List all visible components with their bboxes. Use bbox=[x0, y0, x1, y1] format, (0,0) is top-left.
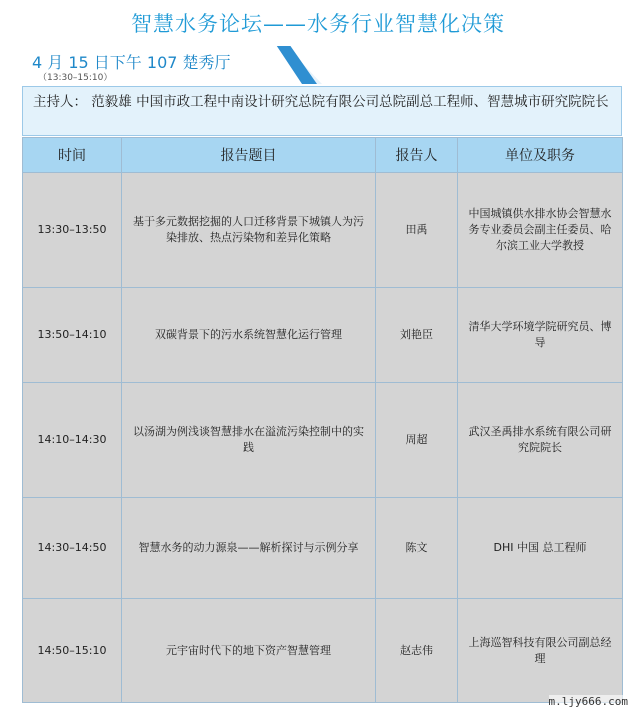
row-topic: 元宇宙时代下的地下资产智慧管理 bbox=[122, 599, 376, 703]
row-topic: 双碳背景下的污水系统智慧化运行管理 bbox=[122, 288, 376, 383]
row-time: 14:30–14:50 bbox=[23, 498, 122, 599]
header-unit: 单位及职务 bbox=[458, 138, 623, 173]
header-time: 时间 bbox=[23, 138, 122, 173]
session-label: 4 月 15 日下午 107 楚秀厅 bbox=[32, 53, 231, 72]
table-row bbox=[23, 288, 623, 383]
session-time-range: （13:30–15:10） bbox=[38, 73, 113, 83]
table-row bbox=[23, 599, 623, 703]
row-speaker: 田禹 bbox=[376, 173, 458, 288]
table-row bbox=[23, 173, 623, 288]
row-time: 13:50–14:10 bbox=[23, 288, 122, 383]
page-title: 智慧水务论坛——水务行业智慧化决策 bbox=[131, 12, 505, 36]
schedule-table bbox=[22, 137, 623, 703]
row-speaker: 周超 bbox=[376, 383, 458, 498]
row-unit: 清华大学环境学院研究员、博导 bbox=[458, 288, 623, 383]
row-topic: 基于多元数据挖掘的人口迁移背景下城镇人为污染排放、热点污染物和差异化策略 bbox=[122, 173, 376, 288]
table-header-row bbox=[23, 138, 623, 173]
table-row bbox=[23, 383, 623, 498]
row-topic: 以汤湖为例浅谈智慧排水在溢流污染控制中的实践 bbox=[122, 383, 376, 498]
row-time: 14:50–15:10 bbox=[23, 599, 122, 703]
row-unit: 武汉圣禹排水系统有限公司研究院院长 bbox=[458, 383, 623, 498]
host-info: 主持人： 范毅雄 中国市政工程中南设计研究总院有限公司总院副总工程师、智慧城市研究院院长 bbox=[22, 86, 622, 136]
header-topic: 报告题目 bbox=[122, 138, 376, 173]
row-unit: DHI 中国 总工程师 bbox=[458, 498, 623, 599]
session-banner bbox=[22, 46, 322, 84]
row-time: 13:30–13:50 bbox=[23, 173, 122, 288]
row-time: 14:10–14:30 bbox=[23, 383, 122, 498]
table-row bbox=[23, 498, 623, 599]
row-speaker: 赵志伟 bbox=[376, 599, 458, 703]
row-speaker: 刘艳臣 bbox=[376, 288, 458, 383]
row-unit: 中国城镇供水排水协会智慧水务专业委员会副主任委员、哈尔滨工业大学教授 bbox=[458, 173, 623, 288]
row-speaker: 陈文 bbox=[376, 498, 458, 599]
row-unit: 上海巡智科技有限公司副总经理 bbox=[458, 599, 623, 703]
watermark-url: m.ljy666.com bbox=[548, 695, 628, 708]
row-topic: 智慧水务的动力源泉——解析探讨与示例分享 bbox=[122, 498, 376, 599]
header-speaker: 报告人 bbox=[376, 138, 458, 173]
